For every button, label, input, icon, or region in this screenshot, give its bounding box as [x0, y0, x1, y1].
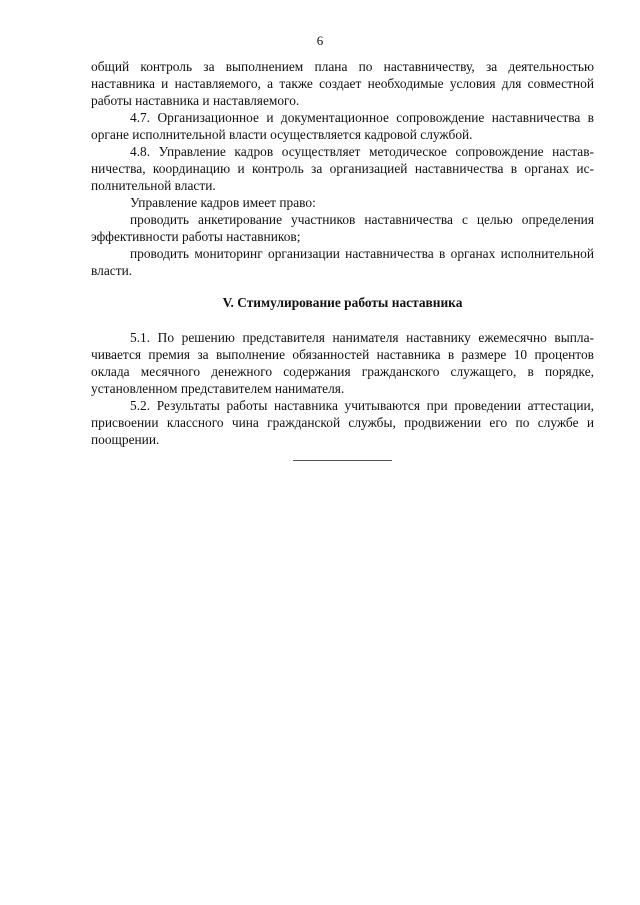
paragraph-5-1: 5.1. По решению представителя нанимателя наставнику ежемесячно выплачивается премия за выполнение обязанностей наставника в размере 10 процентов оклада месячного денежного содержания гражданского служащего, в порядке, установленном представителем нанимателя. [91, 330, 594, 396]
paragraph-control: общий контроль за выполнением плана по наставничеству, за деятельностью наставника и наставляемого, а также создает необходимые условия для совместной работы наставника и наставляемого. [91, 59, 594, 108]
paragraph-rights-intro: Управление кадров имеет право: [130, 195, 316, 210]
paragraph-5-2: 5.2. Результаты работы наставника учитываются при проведении аттестации, присвоении классного чина гражданской службы, продвижении его по службе и поощрении. [91, 398, 594, 447]
paragraph-right-monitoring: проводить мониторинг организации наставничества в органах исполнительной власти. [91, 246, 594, 278]
paragraph-4-8: 4.8. Управление кадров осуществляет методическое сопровождение наставничества, координацию и контроль за организацией наставничества в органах исполнительной власти. [91, 144, 594, 193]
section-heading: V. Стимулирование работы наставника [222, 295, 463, 310]
document-body [91, 58, 594, 448]
end-of-document-rule [293, 460, 392, 461]
paragraph-right-survey: проводить анкетирование участников наставничества с целью определения эффективности работы наставников; [91, 212, 594, 244]
page-number: 6 [316, 33, 324, 48]
paragraph-4-7: 4.7. Организационное и документационное сопровождение наставничества в органе исполнительной власти осуществляется кадровой службой. [91, 110, 594, 142]
